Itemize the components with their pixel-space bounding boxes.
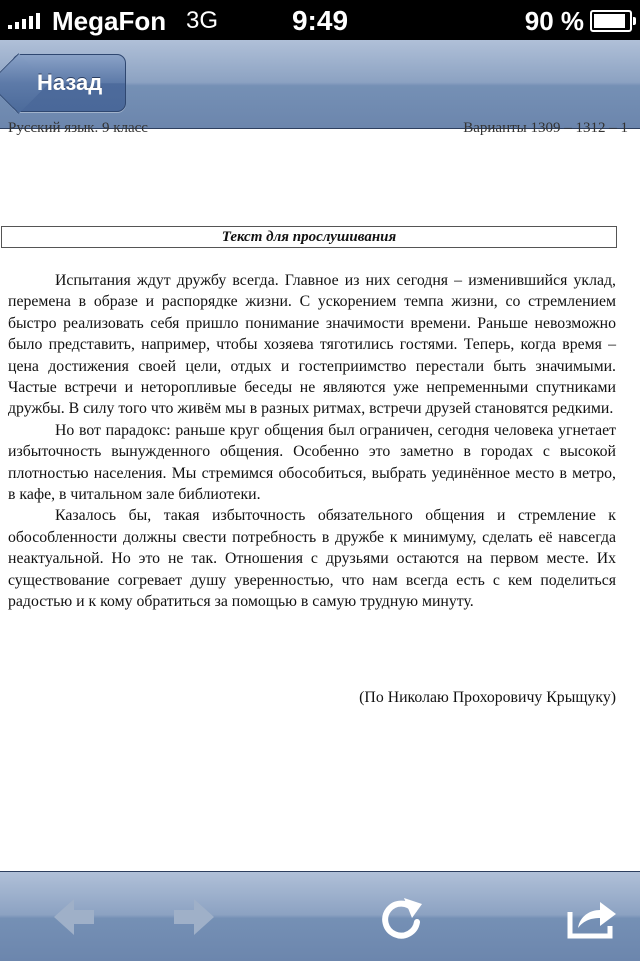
share-icon-graphic: [566, 892, 620, 942]
paragraph: Казалось бы, такая избыточность обязательного общения и стремление к обособленности должны свести потребность в дружбе к минимуму, сделать её навсегда неактуальной. Но это не так. Отношения с друзьями остаются на первом месте. Их существование согревает душу уверенностью, что нам всегда есть с кем поделиться радостью и к кому обратиться за помощью в самую трудную минуту.: [8, 507, 616, 611]
bottom-toolbar: [0, 871, 640, 961]
paragraph: Испытания ждут дружбу всегда. Главное из них сегодня – изменившийся уклад, перемена в образе и распорядке жизни. С ускорением темпа жизни, со стремлением быстро реализовать себя пришло понимание значимости времени. Раньше невозможно было представить, например, чтобы хозяева тяготились гостями. Теперь, когда время – цена достижения своей цели, отдых и гостеприимство перестали быть значимыми. Частые встречи и неторопливые беседы не являются уже непременными спутниками дружбы. В силу того что живём мы в разных ритмах, встречи друзей становятся редкими.: [8, 272, 616, 418]
share-icon[interactable]: [566, 892, 620, 942]
back-button-label: Назад: [37, 70, 103, 95]
document-title: Текст для прослушивания: [1, 226, 617, 248]
back-button[interactable]: [12, 54, 126, 112]
arrow-left-icon[interactable]: [48, 892, 102, 942]
arrow-right-icon[interactable]: [166, 892, 220, 942]
document-text: [8, 270, 616, 613]
battery-icon: [590, 10, 632, 32]
battery-fill: [594, 14, 625, 28]
refresh-icon[interactable]: [374, 892, 428, 942]
battery-percent: 90 %: [524, 6, 584, 36]
arrow-left-icon-graphic: [48, 892, 102, 942]
document-header-left: Русский язык. 9 класс: [8, 120, 148, 136]
document-view[interactable]: [0, 120, 640, 871]
refresh-icon-graphic: [374, 892, 428, 942]
carrier-name: MegaFon: [52, 6, 167, 36]
clock: 9:49: [291, 5, 349, 36]
network-type: 3G: [186, 7, 219, 34]
document-author: (По Николаю Прохоровичу Крыщуку): [359, 689, 616, 706]
navigation-bar: [0, 40, 640, 129]
status-bar: [0, 0, 640, 40]
arrow-right-icon-graphic: [166, 892, 220, 942]
document-header-right: Варианты 1309 – 1312 – 1: [463, 120, 628, 136]
paragraph: Но вот парадокс: раньше круг общения был ограничен, сегодня человека угнетает избыточность вынужденного общения. Особенно это заметно в городах с высокой плотностью населения. Мы стремимся обособиться, выбрать уединённое место в метро, в кафе, в читальном зале библиотеки.: [8, 421, 616, 504]
